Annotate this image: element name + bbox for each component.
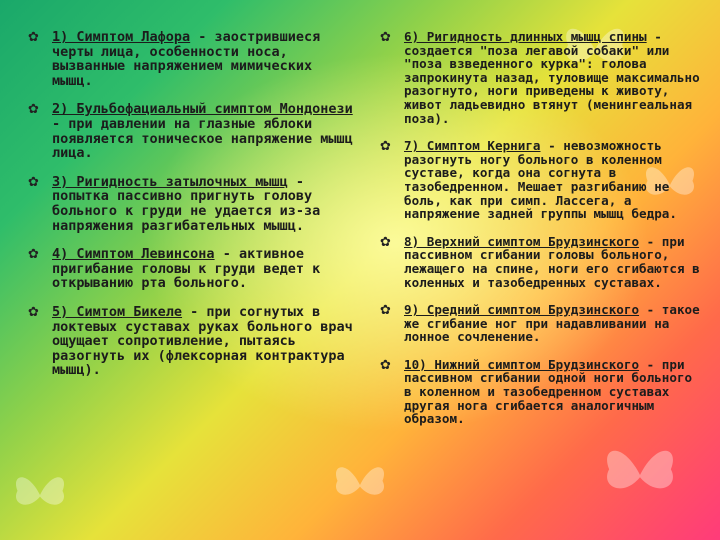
list-item	[380, 30, 700, 125]
item-title: 7) Симптом Кернига	[404, 138, 541, 154]
list-item	[380, 139, 700, 221]
item-text	[404, 358, 700, 426]
flower-bullet-icon: ✿	[28, 304, 39, 320]
item-title: 10) Нижний симптом Брудзинского	[404, 356, 640, 372]
item-body: - невозможность разогнуть ногу больного в коленном суставе, когда она согнута в тазобедренном. Мешает разгибанию не боль, как при симп. Лассега, а напряжение задней группы мышц бедра.	[404, 138, 677, 222]
item-text	[404, 303, 700, 344]
item-text	[52, 175, 358, 233]
flower-bullet-icon: ✿	[380, 303, 391, 319]
item-body: - при пассивном сгибании головы больного, лежащего на спине, ноги его сгибаются в коленных и тазобедренных суставах.	[404, 233, 700, 290]
flower-bullet-icon: ✿	[380, 30, 391, 45]
list-item	[28, 175, 358, 233]
item-text	[52, 102, 358, 160]
item-title: 5) Симтом Бикеле	[52, 303, 183, 320]
item-title: 2) Бульбофациальный симптом Мондонези	[52, 101, 353, 118]
item-body: - при согнутых в локтевых суставах руках больного врач ощущает сопротивление, пытаясь разогнуть их (флексорная контрактура мышц).	[52, 303, 353, 379]
item-title: 4) Симптом Левинсона	[52, 246, 215, 263]
flower-bullet-icon: ✿	[28, 102, 39, 118]
item-text	[404, 235, 700, 289]
flower-bullet-icon: ✿	[28, 174, 39, 190]
item-text	[404, 30, 700, 125]
list-item	[380, 358, 700, 426]
list-item	[28, 247, 358, 291]
right-column	[380, 30, 700, 440]
flower-bullet-icon: ✿	[380, 357, 391, 373]
item-text	[52, 30, 358, 88]
item-body: - создается "поза легавой собаки" или "поза взведенного курка": голова запрокинута назад, туловище максимально разогнуто, ноги приведены к животу, живот ладьевидно втянут (менингеальная поза).	[404, 29, 700, 126]
item-title: 1) Симптом Лафора	[52, 29, 191, 45]
list-item	[380, 235, 700, 289]
list-item	[28, 305, 358, 378]
item-title: 3) Ригидность затылочных мышц	[52, 173, 288, 190]
item-title: 9) Средний симптом Брудзинского	[404, 302, 640, 318]
item-body: - заострившиеся черты лица, особенности носа, вызванные напряжением мимических мышц.	[52, 29, 321, 89]
item-text	[52, 305, 358, 378]
flower-bullet-icon: ✿	[380, 234, 391, 250]
list-item	[28, 30, 358, 88]
flower-bullet-icon: ✿	[28, 247, 39, 263]
butterfly-icon	[330, 460, 390, 510]
flower-bullet-icon: ✿	[380, 139, 391, 155]
item-text	[52, 247, 358, 291]
item-body: - при пассивном сгибании одной ноги больного в коленном и тазобедренном суставах другая нога сгибается аналогичным образом.	[404, 356, 693, 427]
butterfly-icon	[10, 470, 70, 520]
item-text	[404, 139, 700, 221]
item-body: - активное пригибание головы к груди ведет к открыванию рта больного.	[52, 246, 321, 292]
list-item	[380, 303, 700, 344]
item-body: - при давлении на глазные яблоки появляется тоническое напряжение мышц лица.	[52, 115, 353, 162]
list-item	[28, 102, 358, 160]
item-title: 8) Верхний симптом Брудзинского	[404, 233, 640, 249]
item-body: - такое же сгибание ног при надавливании на лонное сочленение.	[404, 302, 700, 345]
item-title: 6) Ригидность длинных мышц спины	[404, 29, 647, 44]
item-body: - попытка пассивно пригнуть голову больного к груди не удается из-за напряжения разгибательных мышц.	[52, 173, 321, 234]
butterfly-icon	[600, 440, 680, 510]
flower-bullet-icon: ✿	[28, 30, 39, 45]
left-column	[28, 30, 358, 378]
